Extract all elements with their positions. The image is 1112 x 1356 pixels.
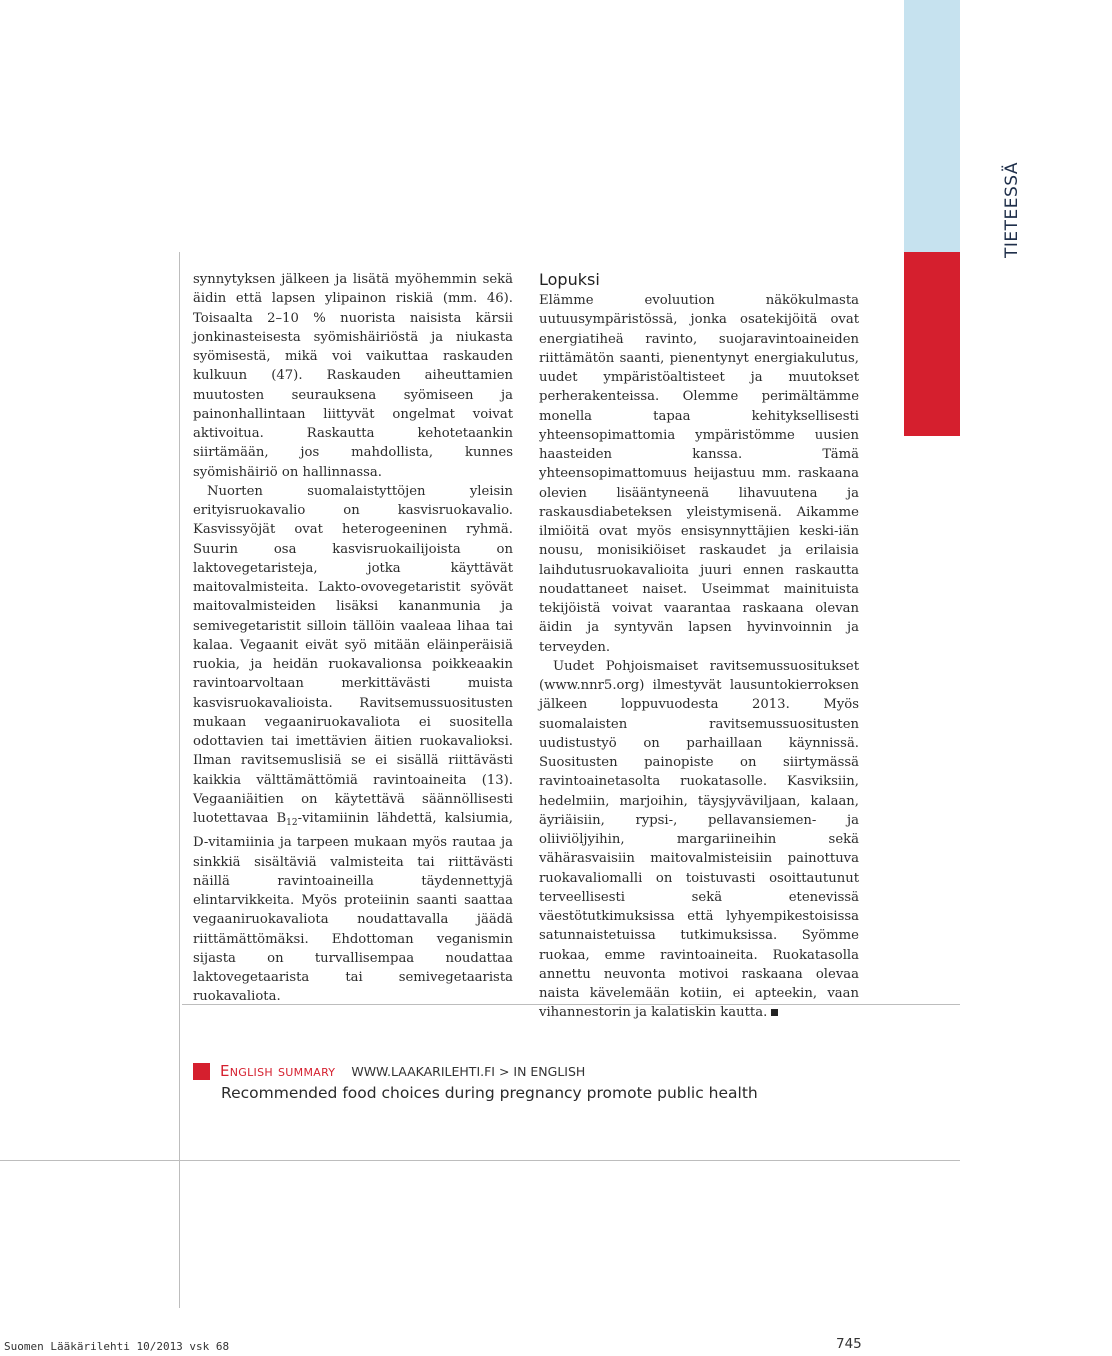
section-label (912, 161, 1112, 266)
subscript-12: 12 (286, 818, 298, 828)
column-divider (179, 252, 180, 1308)
english-summary-header (193, 1062, 893, 1080)
section-side-tab (904, 0, 1022, 436)
section-heading-lopuksi: Lopuksi (539, 270, 600, 289)
footer-divider (0, 1160, 960, 1161)
paragraph-eating-disorders: synnytyksen jälkeen ja lisätä myöhemmin sekä äidin että lapsen ylipainon riskiä (mm. 46). Toisaalta 2–10 % nuorista naisista kärsii jonkinasteisesta syömishäiriöstä ja niukasta syömisestä, mikä voi vaikuttaa raskauden kulkuun (47). Raskauden aiheuttamien muutosten seurauksena syömiseen ja painonhallintaan liittyvät ongelmat voivat aktivoitua. Raskautta kehotetaankin siirtämään, jos mahdollista, kunnes syömishäiriö on hallinnassa. (193, 272, 513, 480)
paragraph-text-continued: -vitamiinin lähdettä, kalsiumia, D-vitamiinia ja tarpeen mukaan myös rautaa ja sinkkiä sisältäviä valmisteita tai riittävästi näillä ravintoaineilla täydennettyjä elintarvikkeita. Myös proteiinin saanti saattaa vegaaniruokavaliota noudattavalla jäädä riittämättömäksi. Ehdottoman veganismin sijasta on turvallisempaa noudattaa laktovegetaarista tai semivegetaarista ruokavaliota. (193, 811, 513, 1005)
paragraph-text: Uudet Pohjoismaiset ravitsemussuositukset (www.nnr5.org) ilmestyvät lausuntokierroksen jälkeen loppuvuodesta 2013. Myös suomalaisten ravitsemussuositusten uudistustyö on parhaillaan käynnissä. Suositusten painopiste on siirtymässä ravintoainetasolta ruokatasolle. Kasviksiin, hedelmiin, marjoihin, täysjyväviljaan, kalaan, äyriäisiin, rypsi-, pellavansiemen- ja oliiviöljyihin, margariineihin sekä vähärasvaisiin maitovalmisteisiin painottuva ruokavaliomalli on toistuvasti osoittautunut terveellisesti sekä etenevissä väestötutkimuksissa että lyhyempikestoisissa satunnaistetuissa tutkimuksissa. Syömme ruokaa, emme ravintoaineita. Ruokatasolla annettu neuvonta motivoi raskaana olevaa naista kävelemään kotiin, ei apteekin, vaan vihannestorin ja kalatiskin kautta. (539, 658, 859, 1021)
side-tab-red-block (904, 252, 960, 436)
paragraph-vegetarian-diet (193, 482, 513, 1007)
section-label-text: TIETEESSÄ (1002, 161, 1022, 258)
english-summary-link[interactable]: WWW.LAAKARILEHTI.FI > IN ENGLISH (351, 1063, 586, 1079)
side-tab-blue-block (904, 0, 960, 252)
paragraph-text: Nuorten suomalaistyttöjen yleisin erityisruokavalio on kasvisruokavalio. Kasvissyöjät ovat heterogeeninen ryhmä. Suurin osa kasvisruokailijoista on laktovegetaristeja, jotka käyttävät maitovalmisteita. Lakto-ovovegetaristit syövät maitovalmisteiden lisäksi kananmunia ja semivegetaristit silloin tällöin vaaleaa lihaa tai kalaa. Vegaanit eivät syö mitään eläinperäisiä ruokia, ja heidän ruokavalionsa poikkeaakin ravintoarvoltaan merkittävästi muista kasvisruokavalioista. Ravitsemussuositusten mukaan vegaaniruokavaliota ei suositella odottavien tai imettävien äitien ruokavalioksi. Ilman ravitsemuslisiä se ei sisällä riittävästi kaikkia välttämättömiä ravintoaineita (13). Vegaaniäitien on käytettävä säännöllisesti luotettavaa B (193, 483, 513, 826)
footer-journal-info: Suomen Lääkärilehti 10/2013 vsk 68 (4, 1340, 230, 1353)
paragraph-evolution: Elämme evoluution näkökulmasta uutuusympäristössä, jonka osatekijöitä ovat energiatiheä ravinto, suojaravintoaineiden riittämätön saanti, pienentynyt energiakulutus, uudet ympäristöaltisteet ja muutokset perherakenteissa. Olemme perimältämme monella tapaa kehityksellisesti yhteensopimattomia ympäristömme uusien haasteiden kanssa. Tämä yhteensopimattomuus heijastuu mm. raskaana olevien lisääntyneenä lihavuutena ja raskausdiabeteksen yleistymisenä. Aikamme ilmiöitä ovat myös ensisynnyttäjien keski-iän nousu, monisikiöiset raskaudet ja erilaisia laihdutusruokavalioita juuri ennen raskautta noudattaneet naiset. Useimmat mainituista tekijöistä voivat vaarantaa raskaana olevan äidin ja syntyvän lapsen hyvinvoinnin ja terveyden. (539, 293, 859, 655)
left-text-column (193, 270, 513, 1007)
page-number: 745 (836, 1336, 862, 1352)
right-text-column (539, 270, 859, 1023)
english-summary-title: Recommended food choices during pregnancy promote public health (221, 1084, 758, 1102)
english-summary-label: English summary (220, 1062, 336, 1080)
red-square-icon (193, 1063, 210, 1080)
english-summary-block (193, 1062, 893, 1102)
paragraph-nutrition-recommendations (539, 657, 859, 1023)
end-mark-icon (771, 1009, 778, 1016)
